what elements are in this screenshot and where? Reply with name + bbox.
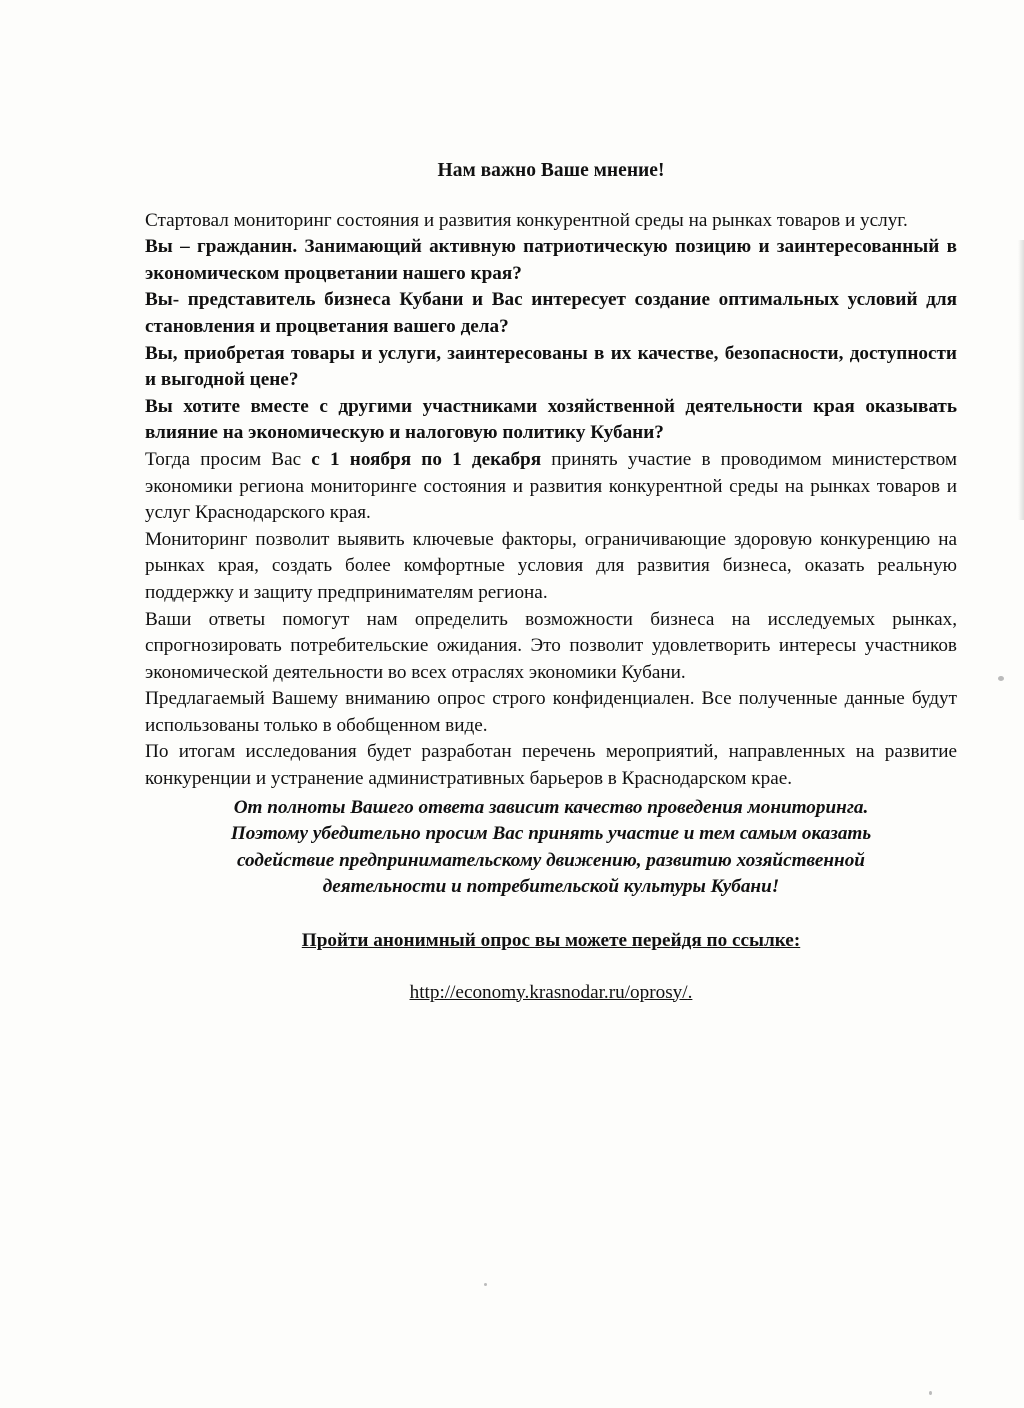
dates-paragraph xyxy=(145,447,957,527)
survey-link-suffix: . xyxy=(687,981,693,1003)
question-business: Вы- представитель бизнеса Кубани и Вас интересует создание оптимальных условий для становления и процветания вашего дела? xyxy=(145,289,957,337)
document-page xyxy=(145,158,957,1006)
appeal-line: содействие предпринимательскому движению, развитию хозяйственной xyxy=(237,849,865,871)
survey-link-heading: Пройти анонимный опрос вы можете перейдя по ссылке: xyxy=(301,930,801,952)
question-influence: Вы хотите вместе с другими участниками хозяйственной деятельности края оказывать влияние на экономическую и налоговую политику Кубани? xyxy=(145,395,957,444)
intro-paragraph: Стартовал мониторинг состояния и развития конкурентной среды на рынках товаров и услуг. xyxy=(145,209,908,231)
appeal-block xyxy=(145,795,957,901)
body-paragraph: Мониторинг позволит выявить ключевые факторы, ограничивающие здоровую конкуренцию на рынках края, создать более комфортные условия для развития бизнеса, оказать реальную поддержку и защиту предпринимателям региона. xyxy=(145,528,957,603)
body-paragraph: Предлагаемый Вашему вниманию опрос строго конфиденциален. Все полученные данные будут использованы только в обобщенном виде. xyxy=(145,688,957,736)
body-paragraph: Ваши ответы помогут нам определить возможности бизнеса на исследуемых рынках, спрогнозировать потребительские ожидания. Это позволит удовлетворить интересы участников экономической деятельности во всех отраслях экономики Кубани. xyxy=(145,608,957,683)
body-paragraph: По итогам исследования будет разработан перечень мероприятий, направленных на развитие конкуренции и устранение административных барьеров в Краснодарском крае. xyxy=(145,741,957,790)
appeal-line: деятельности и потребительской культуры Кубани! xyxy=(322,876,780,898)
question-citizen: Вы – гражданин. Занимающий активную патриотическую позицию и заинтересованный в экономическом процветании нашего края? xyxy=(145,236,957,284)
question-consumer: Вы, приобретая товары и услуги, заинтересованы в их качестве, безопасности, доступности и выгодной цене? xyxy=(145,342,957,391)
survey-dates: с 1 ноября по 1 декабря xyxy=(311,448,542,470)
survey-link-line xyxy=(145,980,957,1007)
appeal-line: Поэтому убедительно просим Вас принять участие и тем самым оказать xyxy=(230,823,872,845)
dates-paragraph-after: принять участие в проводимом министерством экономики региона мониторинге состояния и развития конкурентной среды на рынках товаров и услуг Краснодарского края. xyxy=(145,448,957,524)
dates-paragraph-before: Тогда просим Вас xyxy=(145,448,312,470)
scan-speck xyxy=(998,676,1004,681)
page-title: Нам важно Ваше мнение! xyxy=(437,160,665,181)
survey-link[interactable]: http://economy.krasnodar.ru/oprosy/ xyxy=(409,981,688,1003)
scan-edge-shadow xyxy=(1018,240,1024,520)
scan-speck xyxy=(929,1391,932,1395)
appeal-line: От полноты Вашего ответа зависит качество проведения мониторинга. xyxy=(233,796,869,818)
scan-speck xyxy=(484,1283,487,1286)
